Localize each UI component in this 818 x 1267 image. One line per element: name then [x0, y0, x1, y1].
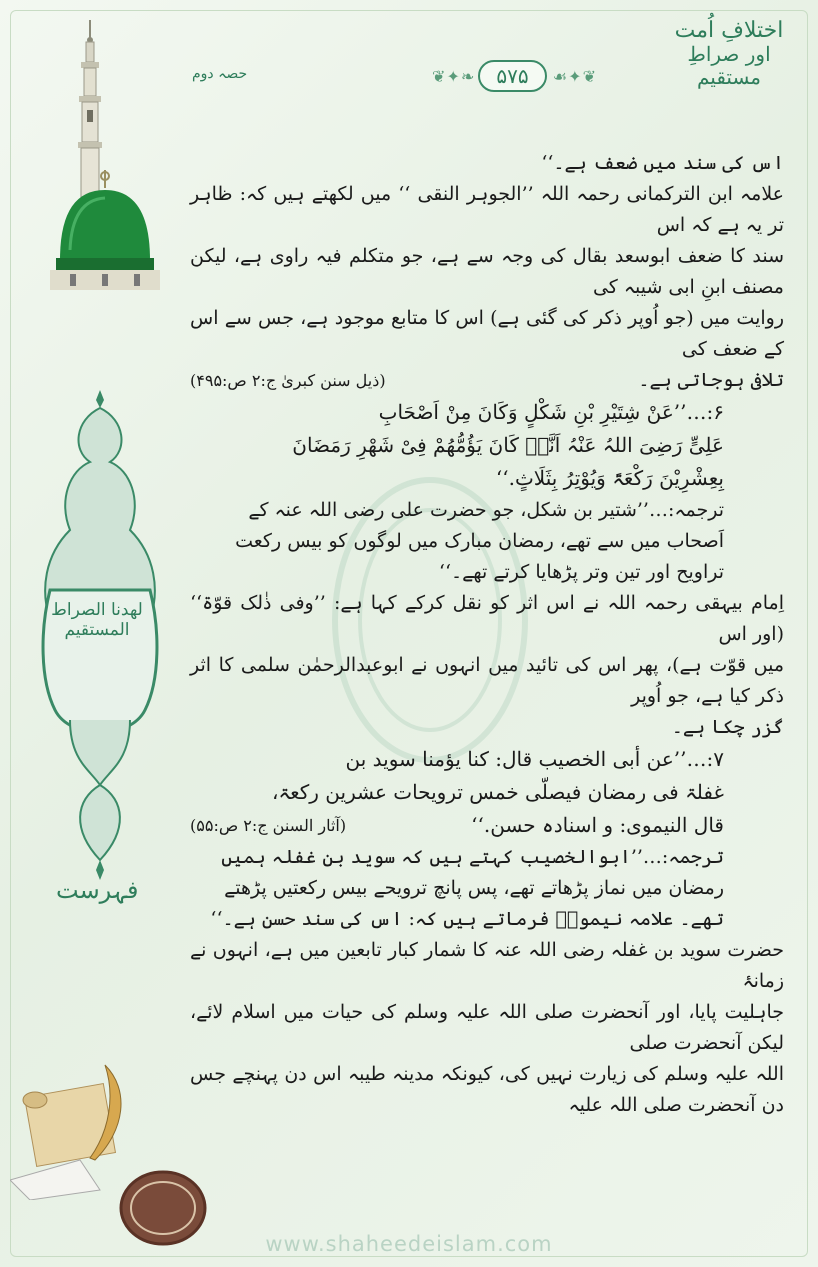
text-line: جاہلیت پایا، اور آنحضرت صلی اللہ علیہ وسلم کی حیات میں اسلام لائے، لیکن آنحضرت صلی: [190, 1001, 784, 1054]
text-line: اِمام بیہقی رحمہ اللہ نے اس اثر کو نقل کرکے کہا ہے: ’’وفی ذٰلک قوّۃ‘‘ (اور اس: [190, 592, 784, 645]
page-number-banner: [398, 56, 628, 96]
ornament-right-icon: ☙ ✦ ❦: [552, 66, 594, 86]
translation-line: رمضان میں نماز پڑھاتے تھے، پس پانچ ترویحے بیس رکعتیں پڑھتے: [224, 877, 724, 899]
translation-line: ترجمہ:…’’شتیر بن شکل، جو حضرت علی رضی اللہ عنہ کے: [248, 499, 724, 521]
arabic-line: بِعِشْرِیْنَ رَکْعَۃً وَیُوْتِرُ بِثَلَاثٍ.‘‘: [495, 466, 724, 490]
text-line: گزر چکا ہے۔: [671, 716, 784, 738]
main-content: [190, 148, 784, 1121]
text-line: علامہ ابن الترکمانی رحمہ اللہ ’’الجوہر النقی ‘‘ میں لکھتے ہیں کہ: ظاہر تر یہ ہے کہ اس: [190, 183, 784, 236]
page-number: ۵۷۵: [478, 60, 546, 92]
text-line: روایت میں (جو اُوپر ذکر کی گئی ہے) اس کا متابع موجود ہے، جس سے اس کے ضعف کی: [190, 307, 784, 360]
arabic-line: غفلۃ فی رمضان فیصلّی خمس ترویحات عشرین رکعۃ،: [271, 780, 724, 804]
text-line: سند کا ضعف ابوسعد بقال کی وجہ سے ہے، جو متکلم فیہ راوی ہے، لیکن مصنف ابنِ ابی شیبہ کی: [190, 245, 784, 298]
translation-line: اَصحاب میں سے تھے، رمضان مبارک میں لوگوں کو بیس رکعت: [235, 530, 724, 552]
text-line: اس کی سند میں ضعف ہے۔‘‘: [541, 152, 784, 174]
arabic-line: ۷:…’’عن أبی الخصیب قال: کنا یؤمنا سوید بن: [345, 747, 724, 771]
book-title: [664, 18, 794, 89]
website-url[interactable]: www.shaheedeislam.com: [265, 1232, 553, 1256]
text-line: تلافی ہوجاتی ہے۔: [638, 369, 784, 391]
arabic-line: قال النیموی: و اسنادہ حسن.‘‘: [471, 813, 724, 837]
ornament-left-icon: ❦ ✦ ❧: [432, 66, 473, 86]
index-link[interactable]: فہرست: [56, 876, 139, 904]
translation-line: تھے۔ علامہ نیمویؒ فرماتے ہیں کہ: اس کی سند حسن ہے۔‘‘: [210, 908, 724, 930]
reference: (ذیل سنن کبریٰ ج:۲ ص:۴۹۵): [190, 371, 386, 390]
translation-line: ترجمہ:…’’ابوالخصیب کہتے ہیں کہ سوید بن غفلہ ہمیں: [221, 846, 724, 868]
book-title-line1: اختلافِ اُمت: [674, 18, 784, 43]
arabic-line: عَلِیٍّ رَضِیَ اللہُ عَنْہُ اَنَّہٗ کَانَ یَؤُمُّھُمْ فِیْ شَھْرِ رَمَضَانَ: [292, 433, 724, 457]
text-line: حضرت سوید بن غفلہ رضی اللہ عنہ کا شمار کبار تابعین میں ہے، انہوں نے زمانۂ: [190, 939, 784, 992]
arabic-line: ۶:…’’عَنْ شِتَیْرِ بْنِ شَکْلٍ وَکَانَ مِنْ اَصْحَابِ: [378, 400, 724, 424]
book-title-line2: اور صراطِ مستقیم: [687, 42, 771, 90]
text-line-with-ref: [190, 365, 784, 396]
section-label: حصہ دوم: [192, 66, 248, 82]
text-line: اللہ علیہ وسلم کی زیارت نہیں کی، کیونکہ مدینہ طیبہ اس دن پہنچے جس دن آنحضرت صلی اللہ علیہ: [190, 1063, 784, 1116]
medallion-text: لهدنا الصراط المستقیم: [51, 600, 143, 640]
arabic-line-with-ref: [190, 809, 784, 842]
green-dome-icon: [50, 170, 160, 290]
reference: (آثار السنن ج:۲ ص:۵۵): [190, 816, 347, 835]
text-line: میں قوّت ہے)، پھر اس کی تائید میں انہوں نے ابوعبدالرحمٰن سلمی کا اثر ذکر کیا ہے، جو اُوپر: [190, 654, 784, 707]
translation-line: تراویح اور تین وتر پڑھایا کرتے تھے۔‘‘: [438, 561, 724, 583]
